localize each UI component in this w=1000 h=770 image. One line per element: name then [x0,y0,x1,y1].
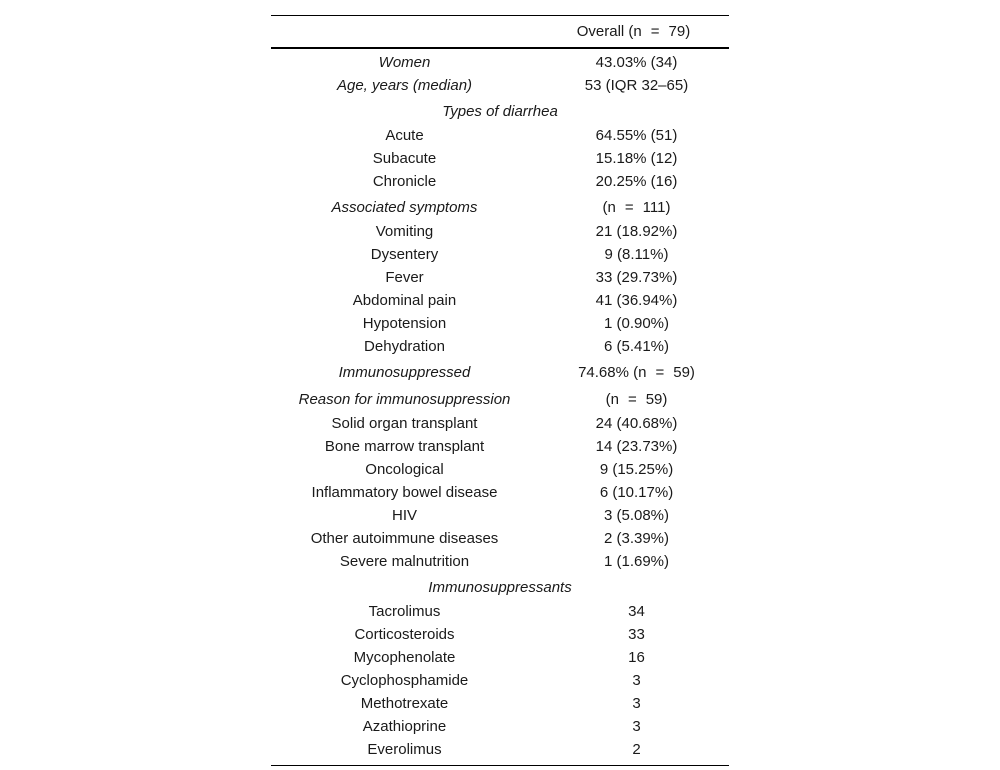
row-value-ibd: 6 (10.17%) [599,484,674,501]
row-label-tacrolimus: Tacrolimus [368,603,441,620]
row-value-fever: 33 (29.73%) [595,269,678,286]
header-overall-prefix: Overall (n [576,23,642,40]
row-label-corticosteroids: Corticosteroids [354,626,455,643]
row-value-azathioprine: 3 [632,718,641,735]
row-label-malnutrition: Severe malnutrition [339,553,470,570]
row-value-everolimus: 2 [632,741,641,758]
section-row-reason [271,385,729,412]
assoc-n-prefix: (n [602,199,616,216]
row-value-dehydration: 6 (5.41%) [603,338,670,355]
table-row [271,600,729,623]
row-value-reason [538,385,729,412]
table-row [271,623,729,646]
section-row-immunosuppressants [271,573,729,600]
table-row [271,435,729,458]
row-label-mycophenolate: Mycophenolate [353,649,456,666]
table-row [271,458,729,481]
row-value-subacute: 15.18% (12) [595,150,678,167]
row-label-chronicle: Chronicle [372,173,437,190]
row-label-abdominal-pain: Abdominal pain [352,292,457,309]
row-value-age: 53 (IQR 32–65) [584,77,689,94]
row-label-associated-symptoms: Associated symptoms [331,199,478,216]
row-label-women: Women [378,54,431,71]
reason-n-eq: = [627,391,637,408]
row-value-malnutrition: 1 (1.69%) [603,553,670,570]
table-row [271,266,729,289]
header-overall-suffix: 79) [668,23,691,40]
table-bottom-rule [271,765,729,766]
table-row [271,692,729,715]
row-value-bone-marrow: 14 (23.73%) [595,438,678,455]
table-row [271,124,729,147]
header-overall-cell [538,16,729,49]
row-label-acute: Acute [385,127,424,144]
table-row [271,715,729,738]
table-row [271,312,729,335]
row-value-solid-organ: 24 (40.68%) [595,415,678,432]
row-label-autoimmune: Other autoimmune diseases [310,530,499,547]
table-row [271,147,729,170]
row-value-corticosteroids: 33 [628,626,645,643]
row-value-mycophenolate: 16 [628,649,645,666]
row-value-women: 43.03% (34) [595,54,678,71]
table-row [271,738,729,765]
table-row [271,412,729,435]
row-value-abdominal-pain: 41 (36.94%) [595,292,678,309]
table-header [271,16,729,49]
row-value-autoimmune: 2 (3.39%) [603,530,670,547]
table-row [271,243,729,266]
table-row [271,669,729,692]
table-row [271,48,729,74]
row-label-hiv: HIV [391,507,417,524]
row-label-bone-marrow: Bone marrow transplant [324,438,485,455]
row-label-dysentery: Dysentery [370,246,439,263]
table-row [271,504,729,527]
row-value-methotrexate: 3 [632,695,641,712]
row-value-dysentery: 9 (8.11%) [604,246,669,263]
header-label-cell [271,16,538,49]
table-row [271,335,729,358]
row-value-vomiting: 21 (18.92%) [595,223,678,240]
reason-n-suffix: 59) [645,391,668,408]
table-row [271,74,729,97]
row-label-ibd: Inflammatory bowel disease [311,484,498,501]
table-row [271,527,729,550]
row-label-azathioprine: Azathioprine [362,718,447,735]
row-label-subacute: Subacute [372,150,437,167]
row-label-methotrexate: Methotrexate [360,695,449,712]
row-label-reason: Reason for immunosuppression [298,391,511,408]
section-row-associated-symptoms [271,193,729,220]
row-value-associated-symptoms [538,193,729,220]
row-value-cyclophosphamide: 3 [632,672,641,689]
header-row [271,16,729,49]
row-value-hypotension: 1 (0.90%) [603,315,670,332]
row-value-hiv: 3 (5.08%) [603,507,670,524]
section-heading-types: Types of diarrhea [442,103,558,120]
row-label-vomiting: Vomiting [375,223,434,240]
row-label-fever: Fever [385,269,424,286]
row-label-cyclophosphamide: Cyclophosphamide [340,672,469,689]
section-heading-immunosuppressants: Immunosuppressants [428,579,572,596]
characteristics-table [271,15,729,765]
assoc-n-eq: = [624,199,634,216]
row-value-immunosuppressed [538,358,729,385]
table-row [271,170,729,193]
table-row [271,220,729,243]
row-value-tacrolimus: 34 [628,603,645,620]
row-label-age: Age, years (median) [336,77,473,94]
immuno-n-prefix: 74.68% (n [578,364,647,381]
row-label-dehydration: Dehydration [364,338,445,355]
reason-n-prefix: (n [605,391,619,408]
immuno-n-suffix: 59) [673,364,695,381]
row-value-chronicle: 20.25% (16) [595,173,678,190]
table-row [271,646,729,669]
table-row [271,550,729,573]
row-label-hypotension: Hypotension [362,315,447,332]
row-label-oncological: Oncological [365,461,444,478]
characteristics-table-container [271,15,729,766]
row-label-everolimus: Everolimus [367,741,442,758]
table-row [271,481,729,504]
table-body [271,48,729,765]
table-row [271,289,729,312]
row-label-solid-organ: Solid organ transplant [331,415,478,432]
section-row-immunosuppressed [271,358,729,385]
assoc-n-suffix: 111) [642,199,671,216]
row-label-immunosuppressed: Immunosuppressed [338,364,471,381]
row-value-acute: 64.55% (51) [595,127,678,144]
header-overall-eq: = [650,23,660,40]
immuno-n-eq: = [655,364,665,381]
row-value-oncological: 9 (15.25%) [599,461,674,478]
section-row-types [271,97,729,124]
